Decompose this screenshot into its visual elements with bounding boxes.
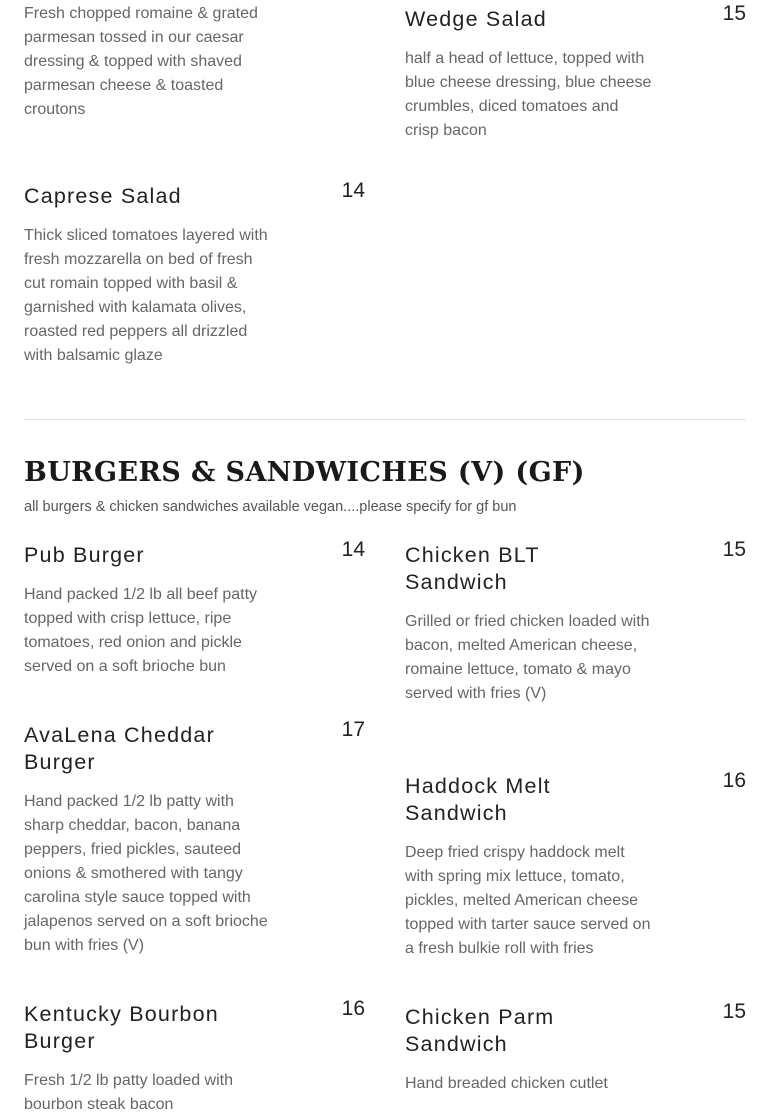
item-price: 15	[722, 538, 746, 561]
item-price: 16	[722, 769, 746, 792]
menu-item-chicken-parm-sandwich	[405, 1000, 751, 1096]
item-price: 15	[722, 2, 746, 25]
item-price: 14	[341, 179, 365, 202]
item-description: half a head of lettuce, topped with blue cheese dressing, blue cheese crumbles, diced tomatoes and crisp bacon	[405, 50, 652, 139]
item-name: Pub Burger	[24, 543, 145, 567]
section-note: all burgers & chicken sandwiches available vegan....please specify for gf bun	[24, 499, 517, 515]
item-description: Thick sliced tomatoes layered with fresh mozzarella on bed of fresh cut romain topped with basil & garnished with kalamata olives, roasted red peppers all drizzled with balsamic glaze	[24, 227, 268, 364]
menu-item-wedge-salad	[405, 2, 751, 143]
menu-item-caprese-salad	[24, 179, 370, 368]
item-description: Hand packed 1/2 lb patty with sharp cheddar, bacon, banana peppers, fried pickles, sauteed onions & smothered with tangy carolina style sauce topped with jalapenos served on a soft brioche bun with fries (V)	[24, 793, 268, 954]
menu-item-pub-burger	[24, 538, 370, 679]
item-name: Wedge Salad	[405, 7, 547, 31]
item-description: Fresh chopped romaine & grated parmesan tossed in our caesar dressing & topped with shaved parmesan cheese & toasted croutons	[24, 5, 258, 118]
section-title: BURGERS & SANDWICHES (V) (GF)	[24, 457, 585, 488]
menu-item-haddock-melt-sandwich	[405, 769, 751, 961]
menu-item-kentucky-bourbon-burger	[24, 997, 370, 1117]
item-price: 14	[341, 538, 365, 561]
menu-item-chicken-blt-sandwich	[405, 538, 751, 706]
item-price: 15	[722, 1000, 746, 1023]
item-name: Kentucky Bourbon Burger	[24, 1002, 219, 1053]
menu-item-avalena-cheddar-burger	[24, 718, 370, 958]
item-description: Grilled or fried chicken loaded with bacon, melted American cheese, romaine lettuce, tomato & mayo served with fries (V)	[405, 613, 650, 702]
item-description: Hand packed 1/2 lb all beef patty topped with crisp lettuce, ripe tomatoes, red onion and pickle served on a soft brioche bun	[24, 586, 258, 675]
item-price: 16	[341, 997, 365, 1020]
item-name: Chicken BLT Sandwich	[405, 543, 540, 594]
item-description: Hand breaded chicken cutlet	[405, 1075, 608, 1092]
item-name: Caprese Salad	[24, 184, 182, 208]
item-description: Fresh 1/2 lb patty loaded with bourbon steak bacon	[24, 1072, 234, 1113]
menu-item-caesar-salad	[24, 0, 370, 122]
item-name: Chicken Parm Sandwich	[405, 1005, 555, 1056]
section-divider	[24, 419, 746, 420]
item-name: Haddock Melt Sandwich	[405, 774, 551, 825]
item-name: AvaLena Cheddar Burger	[24, 723, 215, 774]
item-description: Deep fried crispy haddock melt with spring mix lettuce, tomato, pickles, melted American cheese topped with tarter sauce served on a fresh bulkie roll with fries	[405, 844, 651, 957]
item-price: 17	[341, 718, 365, 741]
